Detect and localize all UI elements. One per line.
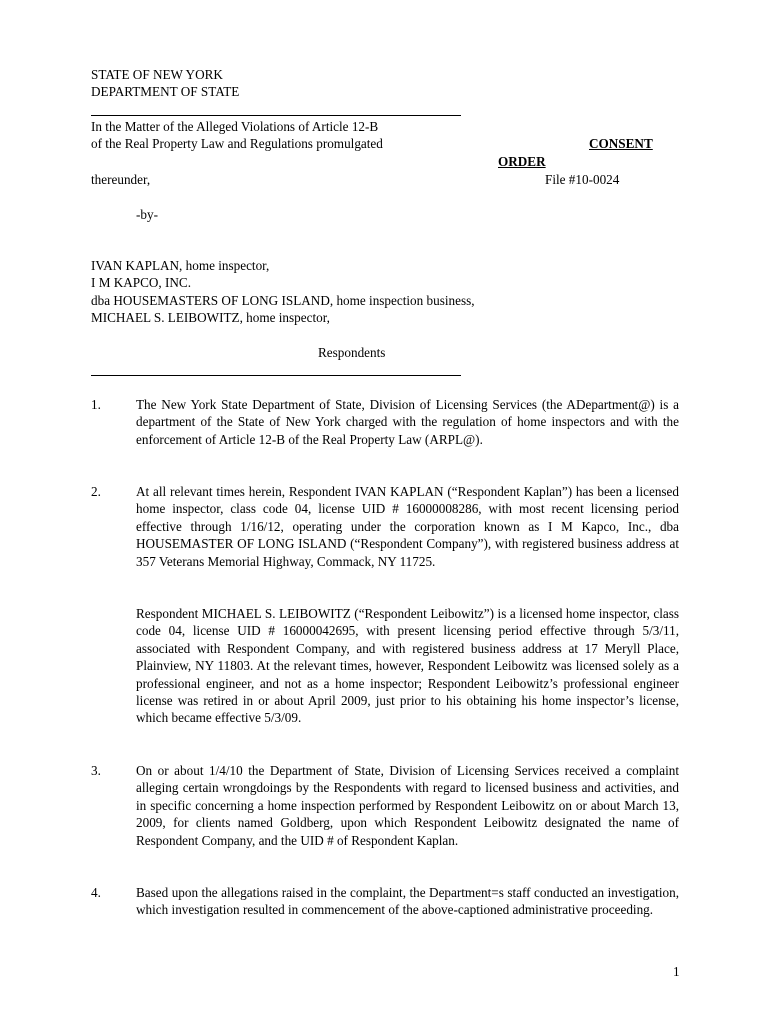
paragraph-number: 2. (91, 484, 101, 499)
paragraph-1 (91, 396, 679, 448)
respondents-label: Respondents (318, 345, 386, 360)
matter-line-3: thereunder, (91, 172, 151, 187)
caption-top-rule (91, 115, 461, 116)
paragraph-number: 1. (91, 397, 101, 412)
by-separator: -by- (136, 207, 158, 222)
order-title: ORDER (498, 154, 546, 169)
page-number: 1 (673, 964, 680, 979)
paragraph-2-continued: Respondent MICHAEL S. LEIBOWITZ (“Respondent Leibowitz”) is a licensed home inspector, class code 04, license UID # 16000042695, with present licensing period effective through 5/3/11, associated with Respondent Company, and with registered business address at 17 Meryll Place, Plainview, NY 11803. At the relevant times, however, Respondent Leibowitz was licensed solely as a professional engineer, and not as a home inspector; Respondent Leibowitz’s professional engineer license was retired in or about April 2009, just prior to his obtaining his home inspector’s license, which became effective 5/3/09. (136, 606, 679, 726)
caption-bottom-rule (91, 375, 461, 376)
paragraph-text: Based upon the allegations raised in the complaint, the Department=s staff conducted an investigation, which investigation resulted in commencement of the above-captioned administrative proceeding. (136, 885, 679, 918)
respondent-3: dba HOUSEMASTERS OF LONG ISLAND, home inspection business, (91, 293, 475, 308)
paragraph-4 (91, 884, 679, 919)
paragraph-2 (91, 483, 679, 570)
matter-line-1: In the Matter of the Alleged Violations of Article 12-B (91, 119, 379, 134)
file-number: File #10-0024 (545, 172, 620, 187)
respondent-2: I M KAPCO, INC. (91, 275, 192, 290)
paragraph-number: 3. (91, 763, 101, 778)
respondent-4: MICHAEL S. LEIBOWITZ, home inspector, (91, 310, 330, 325)
paragraph-text: At all relevant times herein, Respondent IVAN KAPLAN (“Respondent Kaplan”) has been a licensed home inspector, class code 04, license UID # 16000008286, with most recent licensing period effective through 1/16/12, operating under the corporation known as I M Kapco, Inc., dba HOUSEMASTER OF LONG ISLAND (“Respondent Company”), with registered business address at 357 Veterans Memorial Highway, Commack, NY 11725. (136, 484, 679, 569)
state-heading: STATE OF NEW YORK (91, 67, 223, 82)
respondent-1: IVAN KAPLAN, home inspector, (91, 258, 270, 273)
paragraph-3 (91, 762, 679, 849)
paragraph-number: 4. (91, 885, 101, 900)
paragraph-text: On or about 1/4/10 the Department of State, Division of Licensing Services received a complaint alleging certain wrongdoings by the Respondents with regard to licensed business and activities, and in specific concerning a home inspection performed by Respondent Leibowitz on or about March 13, 2009, for clients named Goldberg, upon which Respondent Leibowitz designated the name of Respondent Company, and the UID # of Respondent Kaplan. (136, 763, 679, 848)
matter-line-2: of the Real Property Law and Regulations promulgated (91, 136, 383, 151)
consent-title: CONSENT (589, 136, 653, 151)
paragraph-text: The New York State Department of State, Division of Licensing Services (the ADepartment@) is a department of the State of New York charged with the regulation of home inspectors and with the enforcement of Article 12-B of the Real Property Law (ARPL@). (136, 397, 679, 447)
department-heading: DEPARTMENT OF STATE (91, 84, 240, 99)
